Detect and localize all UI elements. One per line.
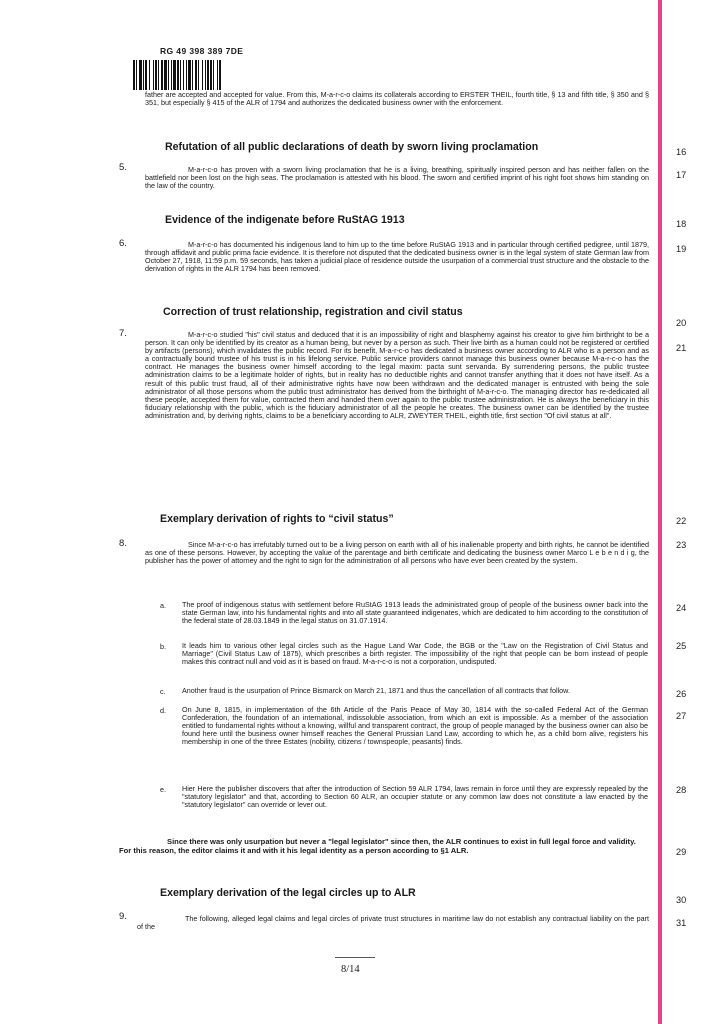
paragraph-number: 9. [119,911,127,922]
paragraph-number: 6. [119,238,127,249]
paragraph-5: M-a-r-c-o has proven with a sworn living proclamation that he is a living, breathing, spiritually inspired person and has neither fallen on the battlefield nor been lost on the high seas. The proclamation is attested with his blood. The sworn and certified imprint of his right foot shows him standing on the law of the country. [145,165,649,191]
line-number: 18 [676,219,687,229]
footer-rule [335,957,375,958]
line-number: 29 [676,847,687,857]
subitem-letter: a. [160,601,166,610]
subitem-letter: b. [160,642,166,651]
paragraph-6: M-a-r-c-o has documented his indigenous land to him up to the time before RuStAG 1913 and in particular through certified pedigree, until 1879, through affidavit and public prima facie evidence. It is therefore not disputed that the dedicated business owner is in the legal system of state German law from October 27, 1918, 11:59 p.m. 59 seconds, has taken a judicial place of residence outside the usurpation of a commercial trust structure and the obstacle to the derivation of rights in the ALR 1794 has been removed. [145,240,649,274]
section-heading-trust-relationship: Correction of trust relationship, registration and civil status [163,306,463,318]
paragraph-number: 5. [119,162,127,173]
line-number: 23 [676,540,687,550]
line-number: 26 [676,689,687,699]
intro-paragraph: father are accepted and accepted for value. From this, M-a-r-c-o claims its collaterals according to ERSTER THEIL, fourth title, § 13 and fifth title, § 350 and § 351, but especially § 415 of the ALR of 1794 and authorizes the dedicated business owner with the enforcement. [145,90,649,108]
paragraph-7: M-a-r-c-o studied "his" civil status and deduced that it is an impossibility of right and blasphemy against his creator to give him birthright to be a person. It can only be identified by its creator as a human being, but never by a person as such. Their live birth as a human could not be registered or certified by artifacts (persons), which invalidates the public record. For its benefit, M-a-r-c-o has dedicated a business owner according to ALR who is a person and as a contractually bound trustee of his trust is in his lifelong service. Public service providers cannot manage this business owner because M-a-r-c-o has the contract. He manages the business owner himself according to the legal maxim: pacta sunt servanda. By surrendering persons, the public trustee administration claims to be a legitimate holder of rights, but in reality has no deductible rights and cannot transfer anything that it does not have itself. As a result of this public trust fraud, all of their administrative rights have now been withdrawn and the dedicated manager is entrusted with being the sole administrator of all those persons whom the public trust administrator has derived from the birthright of M-a-r-c-o. The managing director has re-dedicated all these people, accepted them for value, contracted them and handed them over again to the public trustee administration. He is always the beneficiary in this fiduciary relationship with the public, which is the fiduciary administrator of all the people he creates. The business owner can be identified by the trustee administration and, by deriving rights, claims to be a beneficiary according to ALR, ZWEYTER THEIL, eighth title, first section "Of civil status at all". [145,330,649,420]
line-number: 28 [676,785,687,795]
section-heading-legal-circles: Exemplary derivation of the legal circles up to ALR [160,887,416,899]
subitem-a: The proof of indigenous status with settlement before RuStAG 1913 leads the administrated group of people of the business owner back into the state German law, into his fundamental rights and into all state guaranteed indigenates, which are dedicated to him according to the constitution of the federal state of 28.03.1849 in the legal status on 31.07.1914. [182,600,648,626]
paragraph-number: 7. [119,328,127,339]
line-number: 21 [676,343,687,353]
section-heading-refutation: Refutation of all public declarations of death by sworn living proclamation [165,141,539,153]
subitem-d: On June 8, 1815, in implementation of the 6th Article of the Paris Peace of May 30, 1814 with the so-called Federal Act of the German Confederation, the foundation of an international, indissoluble association, from which an exit is impossible. As a member of the association entitled to fundamental rights without a knowing, willful and transparent contract, the group of people managed by the business owner can also be found here until the business owner himself reaches the General Prussian Land Law, according to which he, as a child born alive, registers his membership in one of the three Estates (nobility, citizens / townspeople, peasants) finds. [182,705,648,747]
line-number: 30 [676,895,687,905]
registered-mail-number: RG 49 398 389 7DE [160,46,244,56]
line-number: 25 [676,641,687,651]
paragraph-9: The following, alleged legal claims and legal circles of private trust structures in maritime law do not establish any contractual liability on the part of the [137,914,649,932]
conclusion-paragraph: Since there was only usurpation but never a "legal legislator" since then, the ALR continues to exist in full legal force and validity. For this reason, the editor claims it and with it his legal identity as a person according to §1 ALR. [119,837,636,855]
page-number: 8/14 [341,964,360,975]
paragraph-number: 8. [119,538,127,549]
line-number: 17 [676,170,687,180]
line-number: 19 [676,244,687,254]
line-number: 31 [676,918,687,928]
line-number: 22 [676,516,687,526]
line-number: 20 [676,318,687,328]
subitem-letter: e. [160,785,166,794]
paragraph-8: Since M-a-r-c-o has irrefutably turned out to be a living person on earth with all of his inalienable property and birth rights, he cannot be identified as one of these persons. However, by accepting the value of the parentage and birth certificate and dedicating the business owner Marco L e b e n d i g, the publisher has the power of attorney and the right to sign for the administration of all persons who have ever been created by the system. [145,540,649,566]
line-number: 16 [676,147,687,157]
barcode [133,60,273,90]
subitem-c: Another fraud is the usurpation of Prince Bismarck on March 21, 1871 and thus the cancellation of all contracts that follow. [182,686,570,695]
section-heading-civil-status: Exemplary derivation of rights to “civil status” [160,513,394,525]
line-number: 24 [676,603,687,613]
subitem-letter: d. [160,706,166,715]
margin-rule [658,0,662,1024]
subitem-letter: c. [160,687,166,696]
line-number: 27 [676,711,687,721]
subitem-e: Hier Here the publisher discovers that after the introduction of Section 59 ALR 1794, laws remain in force until they are expressly repealed by the "statutory legislator" and that, according to Section 60 ALR, an occupier statute or any common law does not constitute a law enacted by the "statutory legislator" can override or lever out. [182,784,648,810]
section-heading-indigenate: Evidence of the indigenate before RuStAG 1913 [165,214,405,226]
subitem-b: It leads him to various other legal circles such as the Hague Land War Code, the BGB or the "Law on the Registration of Civil Status and Marriage" (Civil Status Law of 1875), which prescribes a birth register. The impossibility of the right that people can be born instead of people makes this contract null and void as it is based on fraud. M-a-r-c-o is not a corporation, undisputed. [182,641,648,667]
barcode-bar [221,60,222,90]
